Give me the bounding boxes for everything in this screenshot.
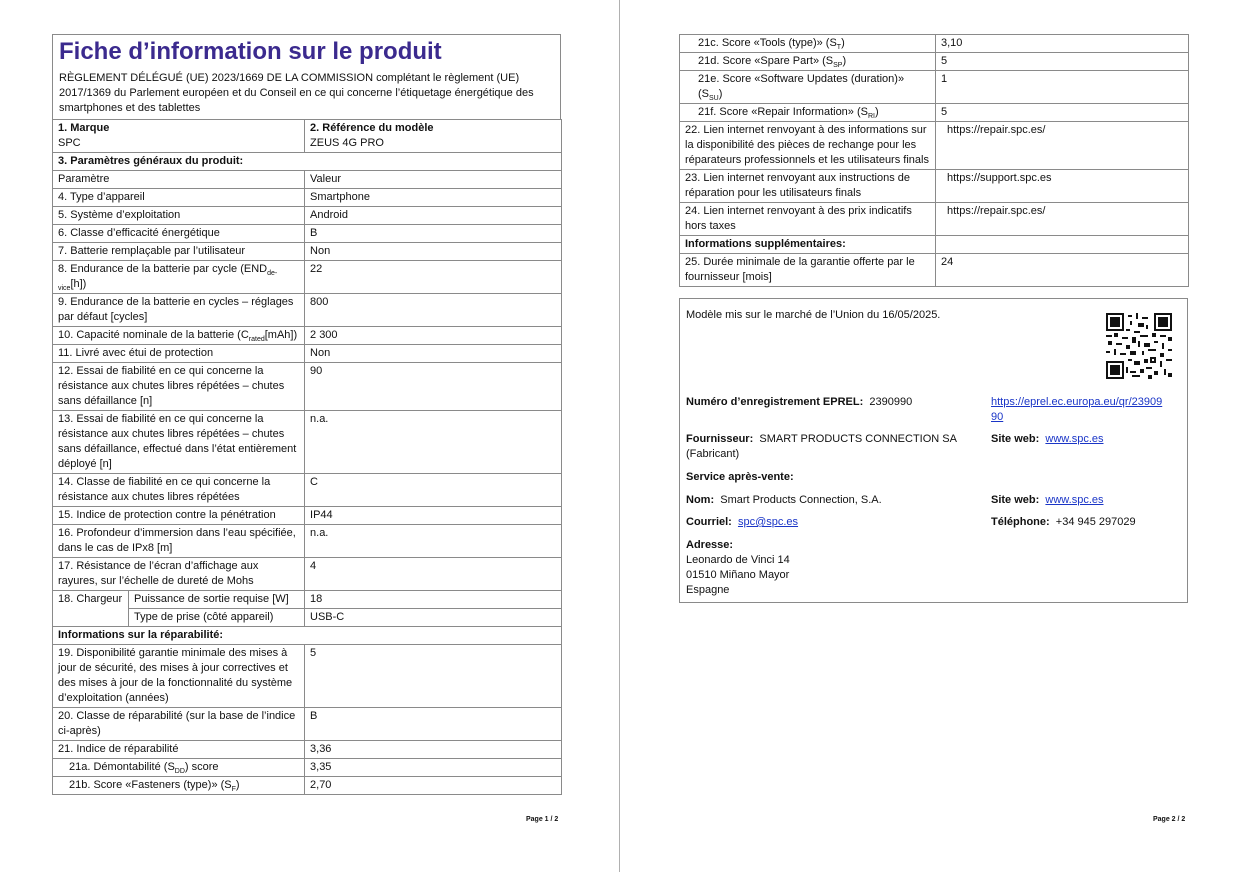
row21f-sub: RI xyxy=(867,113,875,121)
row10-suffix: [mAh]) xyxy=(264,329,298,341)
market-text: Modèle mis sur le marché de l’Union du 16/05/2025. xyxy=(686,309,941,321)
table-row xyxy=(53,120,562,153)
row21a-text: 21a. Démontabilité (S xyxy=(69,761,175,773)
row-label xyxy=(53,327,305,345)
section-general: 3. Paramètres généraux du produit: xyxy=(53,153,562,171)
row-value: 5 xyxy=(936,53,1189,71)
website2-line xyxy=(991,493,1104,508)
supplier-label: Fournisseur: xyxy=(686,433,754,445)
row-label xyxy=(53,759,305,777)
row-value: 3,36 xyxy=(305,741,562,759)
row-value: 3,35 xyxy=(305,759,562,777)
table-row xyxy=(53,261,562,294)
charger-power-value: 18 xyxy=(305,591,562,609)
website2-link[interactable]: www.spc.es xyxy=(1045,494,1104,506)
row-label: 7. Batterie remplaçable par l’utilisateur xyxy=(53,243,305,261)
section-repair: Informations sur la réparabilité: xyxy=(53,627,562,645)
table-row xyxy=(680,53,1189,71)
row-value: 800 xyxy=(305,294,562,327)
section-more: Informations supplémentaires: xyxy=(680,236,936,254)
model-label: 2. Référence du modèle xyxy=(310,122,434,134)
table-row xyxy=(680,254,1189,287)
row-label: 21. Indice de réparabilité xyxy=(53,741,305,759)
row-label: 4. Type d’appareil xyxy=(53,189,305,207)
intro-block xyxy=(52,34,561,119)
table-row xyxy=(680,122,1189,170)
row-label: 15. Indice de protection contre la pénétration xyxy=(53,507,305,525)
row-label: 17. Résistance de l’écran d’affichage aux rayures, sur l’échelle de dureté de Mohs xyxy=(53,558,305,591)
row-value: IP44 xyxy=(305,507,562,525)
row-label xyxy=(680,104,936,122)
row-label: 9. Endurance de la batterie en cycles – réglages par défaut [cycles] xyxy=(53,294,305,327)
value-header: Valeur xyxy=(305,171,562,189)
row-value: Smartphone xyxy=(305,189,562,207)
table-row xyxy=(53,609,562,627)
eprel-line xyxy=(686,395,912,410)
supplier-box xyxy=(679,298,1188,603)
row-value: Non xyxy=(305,345,562,363)
supplier-line xyxy=(686,432,978,462)
table-row xyxy=(680,170,1189,203)
row-label: 23. Lien internet renvoyant aux instructions de réparation pour les utilisateurs finals xyxy=(680,170,936,203)
table-row xyxy=(53,345,562,363)
row-value: 1 xyxy=(936,71,1189,104)
table-row xyxy=(53,591,562,609)
row-label: 24. Lien internet renvoyant à des prix indicatifs hors taxes xyxy=(680,203,936,236)
row21e-suffix: ) xyxy=(718,88,723,100)
name-label: Nom: xyxy=(686,494,715,506)
row-label: 14. Classe de fiabilité en ce qui concerne la résistance aux chutes libres répétées xyxy=(53,474,305,507)
phone-line xyxy=(991,515,1136,530)
row21e-sub: SU xyxy=(709,95,719,103)
brand-value: SPC xyxy=(58,137,81,149)
table-row xyxy=(53,363,562,411)
eprel-label: Numéro d’enregistrement EPREL: xyxy=(686,396,864,408)
row-value: B xyxy=(305,225,562,243)
row-value: n.a. xyxy=(305,411,562,474)
row-label xyxy=(680,35,936,53)
model-value: ZEUS 4G PRO xyxy=(310,137,384,149)
table-row xyxy=(53,327,562,345)
row-value: 24 xyxy=(936,254,1189,287)
row-label: 11. Livré avec étui de protection xyxy=(53,345,305,363)
row-label xyxy=(680,71,936,104)
table-row xyxy=(53,777,562,795)
row-value: n.a. xyxy=(305,525,562,558)
table-row xyxy=(680,236,1189,254)
address-line: Espagne xyxy=(686,584,730,596)
row21a-suffix: ) score xyxy=(184,761,219,773)
model-cell xyxy=(305,120,562,153)
row8-suffix: [h]) xyxy=(70,278,87,290)
table-row xyxy=(53,243,562,261)
charger-label: 18. Chargeur xyxy=(53,591,129,627)
row-label xyxy=(53,777,305,795)
page-number: Page 2 / 2 xyxy=(1153,816,1186,823)
row8-sub: de-vice xyxy=(58,270,278,293)
row-value: 5 xyxy=(305,645,562,708)
table-row xyxy=(53,558,562,591)
supplier-value: SMART PRODUCTS CONNECTION SA (Fabricant) xyxy=(686,433,957,460)
charger-plug-label: Type de prise (côté appareil) xyxy=(129,609,305,627)
product-table-page2 xyxy=(679,34,1189,287)
row21b-sub: F xyxy=(231,786,236,794)
row-value: 3,10 xyxy=(936,35,1189,53)
regulation-text: RÈGLEMENT DÉLÉGUÉ (UE) 2023/1669 DE LA COMMISSION complétant le règlement (UE) 2017/1369 du Parlement européen et du Conseil en ce qui concerne l’étiquetage énergétique des smartphones et des tablettes xyxy=(59,72,534,114)
prices-link: https://repair.spc.es/ xyxy=(936,203,1189,236)
service-label: Service après-vente: xyxy=(686,471,794,483)
phone-value: +34 945 297029 xyxy=(1055,516,1136,528)
page-1 xyxy=(52,0,561,872)
table-row xyxy=(53,474,562,507)
row21f-suffix: ) xyxy=(874,106,879,118)
row21c-suffix: ) xyxy=(841,37,845,49)
table-row xyxy=(53,507,562,525)
qr-code-icon xyxy=(1106,313,1172,379)
empty-cell xyxy=(936,236,1189,254)
row-label: 12. Essai de fiabilité en ce qui concerne la résistance aux chutes libres répétées – chutes sans défaillance [n] xyxy=(53,363,305,411)
table-row xyxy=(680,35,1189,53)
table-row xyxy=(53,645,562,708)
row-label: 20. Classe de réparabilité (sur la base de l’indice ci-après) xyxy=(53,708,305,741)
table-row xyxy=(53,411,562,474)
row-value: B xyxy=(305,708,562,741)
row8-text: 8. Endurance de la batterie par cycle (END xyxy=(58,263,268,275)
eprel-value: 2390990 xyxy=(869,396,913,408)
website2-label: Site web: xyxy=(991,494,1040,506)
row21d-text: 21d. Score «Spare Part» (S xyxy=(698,55,834,67)
row-label: 16. Profondeur d’immersion dans l’eau spécifiée, dans le cas de IPx8 [m] xyxy=(53,525,305,558)
address-line: 01510 Miñano Mayor xyxy=(686,569,790,581)
address-label: Adresse: xyxy=(686,539,734,551)
row-value: 2 300 xyxy=(305,327,562,345)
row21f-text: 21f. Score «Repair Information» (S xyxy=(698,106,868,118)
email-line xyxy=(686,515,798,530)
row-value: Android xyxy=(305,207,562,225)
row21e-text: 21e. Score «Software Updates (duration)» (S xyxy=(698,73,905,100)
table-row xyxy=(53,171,562,189)
website-link[interactable]: www.spc.es xyxy=(1045,433,1104,445)
repair-instructions-link: https://support.spc.es xyxy=(936,170,1189,203)
brand-cell xyxy=(53,120,305,153)
website-line xyxy=(991,432,1104,447)
row-value: 2,70 xyxy=(305,777,562,795)
row21d-suffix: ) xyxy=(842,55,847,67)
row-value: 5 xyxy=(936,104,1189,122)
email-label: Courriel: xyxy=(686,516,732,528)
spare-parts-link: https://repair.spc.es/ xyxy=(936,122,1189,170)
row-label: 25. Durée minimale de la garantie offerte par le fournisseur [mois] xyxy=(680,254,936,287)
charger-power-label: Puissance de sortie requise [W] xyxy=(129,591,305,609)
row10-text: 10. Capacité nominale de la batterie (C xyxy=(58,329,249,341)
table-row xyxy=(53,207,562,225)
website-label: Site web: xyxy=(991,433,1040,445)
row-label: 13. Essai de fiabilité en ce qui concerne la résistance aux chutes libres répétées – chutes sans défaillance, effectué dans l’état entièrement déployé [n] xyxy=(53,411,305,474)
row-label xyxy=(680,53,936,71)
product-table-page1 xyxy=(52,119,562,795)
name-line xyxy=(686,493,882,508)
row-label: 5. Système d’exploitation xyxy=(53,207,305,225)
charger-plug-value: USB-C xyxy=(305,609,562,627)
row-label: 22. Lien internet renvoyant à des informations sur la disponibilité des pièces de rechange pour les réparateurs professionnels et les utilisateurs finals xyxy=(680,122,936,170)
row-value: 4 xyxy=(305,558,562,591)
table-row xyxy=(53,225,562,243)
address-line: Leonardo de Vinci 14 xyxy=(686,554,790,566)
row-label: 19. Disponibilité garantie minimale des mises à jour de sécurité, des mises à jour correctives et des mises à jour de la fonctionnalité du système d’exploitation (années) xyxy=(53,645,305,708)
row21b-suffix: ) xyxy=(235,779,240,791)
row-value: 90 xyxy=(305,363,562,411)
phone-label: Téléphone: xyxy=(991,516,1050,528)
row21c-text: 21c. Score «Tools (type)» (S xyxy=(698,37,837,49)
param-header: Paramètre xyxy=(53,171,305,189)
row-value: 22 xyxy=(305,261,562,294)
row-label: 6. Classe d’efficacité énergétique xyxy=(53,225,305,243)
row10-sub: rated xyxy=(248,336,265,344)
eprel-link[interactable]: https://eprel.ec.europa.eu/qr/2390990 xyxy=(991,396,1163,423)
email-link[interactable]: spc@spc.es xyxy=(737,516,799,528)
name-value: Smart Products Connection, S.A. xyxy=(720,494,882,506)
page-2 xyxy=(679,0,1188,872)
table-row xyxy=(53,708,562,741)
page-divider xyxy=(619,0,620,872)
table-row xyxy=(53,189,562,207)
address-block xyxy=(686,538,790,598)
row21c-sub: T xyxy=(836,44,842,52)
row21b-text: 21b. Score «Fasteners (type)» (S xyxy=(69,779,232,791)
table-row xyxy=(680,203,1189,236)
page-number: Page 1 / 2 xyxy=(526,816,559,823)
table-row xyxy=(680,104,1189,122)
row-label xyxy=(53,261,305,294)
table-row xyxy=(53,153,562,171)
row-value: Non xyxy=(305,243,562,261)
table-row xyxy=(53,627,562,645)
document-title: Fiche d’information sur le produit xyxy=(59,38,442,65)
table-row xyxy=(680,71,1189,104)
table-row xyxy=(53,741,562,759)
row21d-sub: SP xyxy=(833,62,843,70)
row21a-sub: DD xyxy=(174,768,185,776)
table-row xyxy=(53,294,562,327)
table-row xyxy=(53,759,562,777)
table-row xyxy=(53,525,562,558)
brand-label: 1. Marque xyxy=(58,122,110,134)
row-value: C xyxy=(305,474,562,507)
